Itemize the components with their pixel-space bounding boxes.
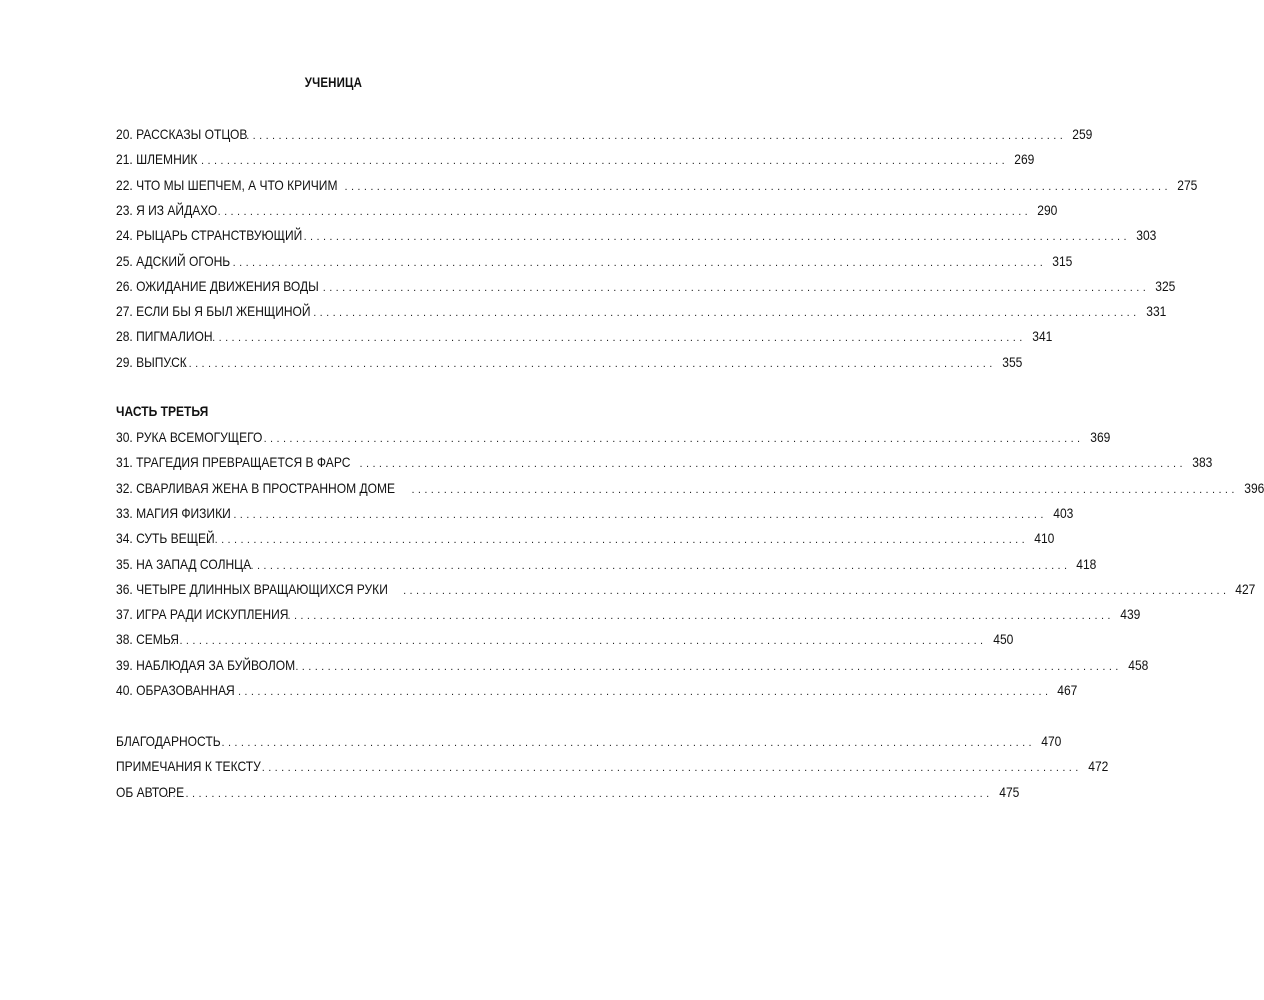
toc-entry <box>116 200 1058 220</box>
toc-entry <box>116 579 1256 599</box>
dot-leader: ................................................................................................................................ <box>160 635 987 648</box>
toc-entry-page-number: 369 <box>1089 429 1110 445</box>
dot-leader: ................................................................................................................................ <box>220 508 1047 521</box>
toc-entry-title: 38. СЕМЬЯ <box>116 631 179 648</box>
toc-entry-title: 29. ВЫПУСК <box>116 353 187 370</box>
toc-entry <box>116 149 1035 169</box>
toc-entry-page-number: 290 <box>1037 201 1058 218</box>
toc-entry <box>116 326 1053 346</box>
toc-entry-title: 35. НА ЗАПАД СОЛНЦА <box>116 555 252 572</box>
toc-entry-page-number: 275 <box>1177 176 1198 193</box>
toc-entry <box>116 503 1074 523</box>
toc-entry-page-number: 325 <box>1155 277 1176 294</box>
dot-leader: ................................................................................................................................ <box>295 660 1122 673</box>
dot-leader: ................................................................................................................................ <box>359 458 1186 471</box>
toc-entry-page-number: 458 <box>1128 656 1149 673</box>
toc-entry-title: 37. ИГРА РАДИ ИСКУПЛЕНИЯ <box>116 606 289 623</box>
dot-leader: ................................................................................................................................ <box>403 584 1230 597</box>
running-head: УЧЕНИЦА <box>304 74 363 90</box>
dot-leader: ................................................................................................................................ <box>225 686 1052 698</box>
toc-entry <box>116 629 1013 649</box>
dot-leader: ................................................................................................................................ <box>344 180 1171 193</box>
toc-entry-page-number: 396 <box>1244 479 1264 496</box>
dot-leader: ................................................................................................................................ <box>303 231 1130 244</box>
toc-entry <box>116 782 1019 802</box>
dot-leader: ................................................................................................................................ <box>201 534 1029 547</box>
toc-entry-page-number: 403 <box>1053 504 1074 521</box>
toc-entry-title: 30. РУКА ВСЕМОГУЩЕГО <box>116 429 263 445</box>
toc-entry <box>116 175 1198 195</box>
dot-leader: ................................................................................................................................ <box>313 307 1140 320</box>
toc-entry-page-number: 331 <box>1145 303 1166 320</box>
toc-entry-page-number: 475 <box>998 783 1019 800</box>
toc-entry-title: 31. ТРАГЕДИЯ ПРЕВРАЩАЕТСЯ В ФАРС <box>116 454 351 471</box>
dot-leader: ................................................................................................................................ <box>166 787 993 800</box>
toc-entry <box>116 528 1055 548</box>
toc-entry-page-number: 418 <box>1076 555 1097 572</box>
dot-leader: ................................................................................................................................ <box>255 762 1082 775</box>
toc-entry-page-number: 470 <box>1041 733 1062 749</box>
toc-entry-page-number: 410 <box>1034 530 1055 547</box>
toc-entry <box>116 427 1110 447</box>
dot-leader: ................................................................................................................................ <box>244 559 1071 572</box>
toc-entry <box>116 301 1166 321</box>
toc-entry <box>116 352 1023 372</box>
toc-entry <box>116 604 1141 624</box>
dot-leader: ................................................................................................................................ <box>287 610 1114 623</box>
dot-leader: ................................................................................................................................ <box>322 281 1150 294</box>
toc-entry-page-number: 269 <box>1014 151 1035 168</box>
toc-entry-title: ПРИМЕЧАНИЯ К ТЕКСТУ <box>116 758 261 775</box>
toc-entry <box>116 276 1176 296</box>
toc-entry <box>116 225 1157 245</box>
toc-entry-title: 23. Я ИЗ АЙДАХО <box>116 201 218 218</box>
toc-entry-title: 27. ЕСЛИ БЫ Я БЫЛ ЖЕНЩИНОЙ <box>116 303 311 320</box>
toc-entry-title: 33. МАГИЯ ФИЗИКИ <box>116 504 231 521</box>
toc-entry-title: БЛАГОДАРНОСТЬ <box>116 733 221 749</box>
toc-entry-page-number: 472 <box>1087 758 1109 775</box>
toc-entry-page-number: 315 <box>1052 252 1073 269</box>
toc-entry <box>116 680 1078 700</box>
toc-entry-title: 32. СВАРЛИВАЯ ЖЕНА В ПРОСТРАННОМ ДОМЕ <box>116 479 396 496</box>
toc-entry-title: 36. ЧЕТЫРЕ ДЛИННЫХ ВРАЩАЮЩИХСЯ РУКИ <box>116 580 388 597</box>
toc-entry-page-number: 467 <box>1057 682 1078 698</box>
dot-leader: ................................................................................................................................ <box>219 256 1047 269</box>
toc-entry-title: ОБ АВТОРЕ <box>116 783 185 800</box>
toc-entry-title: 24. РЫЦАРЬ СТРАНСТВУЮЩИЙ <box>116 227 303 244</box>
dot-leader: ................................................................................................................................ <box>181 155 1009 168</box>
toc-entry <box>116 124 1093 144</box>
toc-entry <box>116 251 1073 271</box>
dot-leader: ................................................................................................................................ <box>204 205 1032 218</box>
toc-entry-page-number: 303 <box>1136 227 1157 244</box>
toc-entry <box>116 554 1097 574</box>
toc-entry-title: 21. ШЛЕМНИК <box>116 151 198 168</box>
toc-entry-title: 34. СУТЬ ВЕЩЕЙ <box>116 530 215 547</box>
dot-leader: ................................................................................................................................ <box>169 357 996 370</box>
toc-entry <box>116 655 1149 675</box>
toc-entry-title: 26. ОЖИДАНИЕ ДВИЖЕНИЯ ВОДЫ <box>116 277 319 294</box>
dot-leader: ................................................................................................................................ <box>199 332 1026 345</box>
dot-leader: ................................................................................................................................ <box>411 483 1238 496</box>
toc-entry <box>116 452 1213 472</box>
toc-entry-page-number: 383 <box>1192 454 1213 471</box>
part-heading: ЧАСТЬ ТРЕТЬЯ <box>116 403 209 419</box>
toc-entry-title: 20. РАССКАЗЫ ОТЦОВ <box>116 126 248 142</box>
toc-entry <box>116 756 1109 776</box>
toc-entry <box>116 478 1264 498</box>
toc-entry-page-number: 439 <box>1120 606 1141 623</box>
toc-entry <box>116 731 1062 751</box>
toc-entry-page-number: 259 <box>1072 126 1093 142</box>
dot-leader: ................................................................................................................................ <box>208 737 1035 749</box>
dot-leader: ................................................................................................................................ <box>239 130 1067 142</box>
dot-leader: ................................................................................................................................ <box>257 433 1084 445</box>
toc-entry-page-number: 355 <box>1001 353 1023 370</box>
toc-entry-page-number: 427 <box>1235 580 1256 597</box>
toc-entry-page-number: 341 <box>1031 328 1053 345</box>
toc-entry-title: 40. ОБРАЗОВАННАЯ <box>116 682 235 698</box>
toc-entry-page-number: 450 <box>992 631 1013 648</box>
toc-entry-title: 22. ЧТО МЫ ШЕПЧЕМ, А ЧТО КРИЧИМ <box>116 176 338 193</box>
toc-entry-title: 25. АДСКИЙ ОГОНЬ <box>116 252 231 269</box>
toc-entry-title: 39. НАБЛЮДАЯ ЗА БУЙВОЛОМ <box>116 656 296 673</box>
toc-entry-title: 28. ПИГМАЛИОН <box>116 328 213 345</box>
